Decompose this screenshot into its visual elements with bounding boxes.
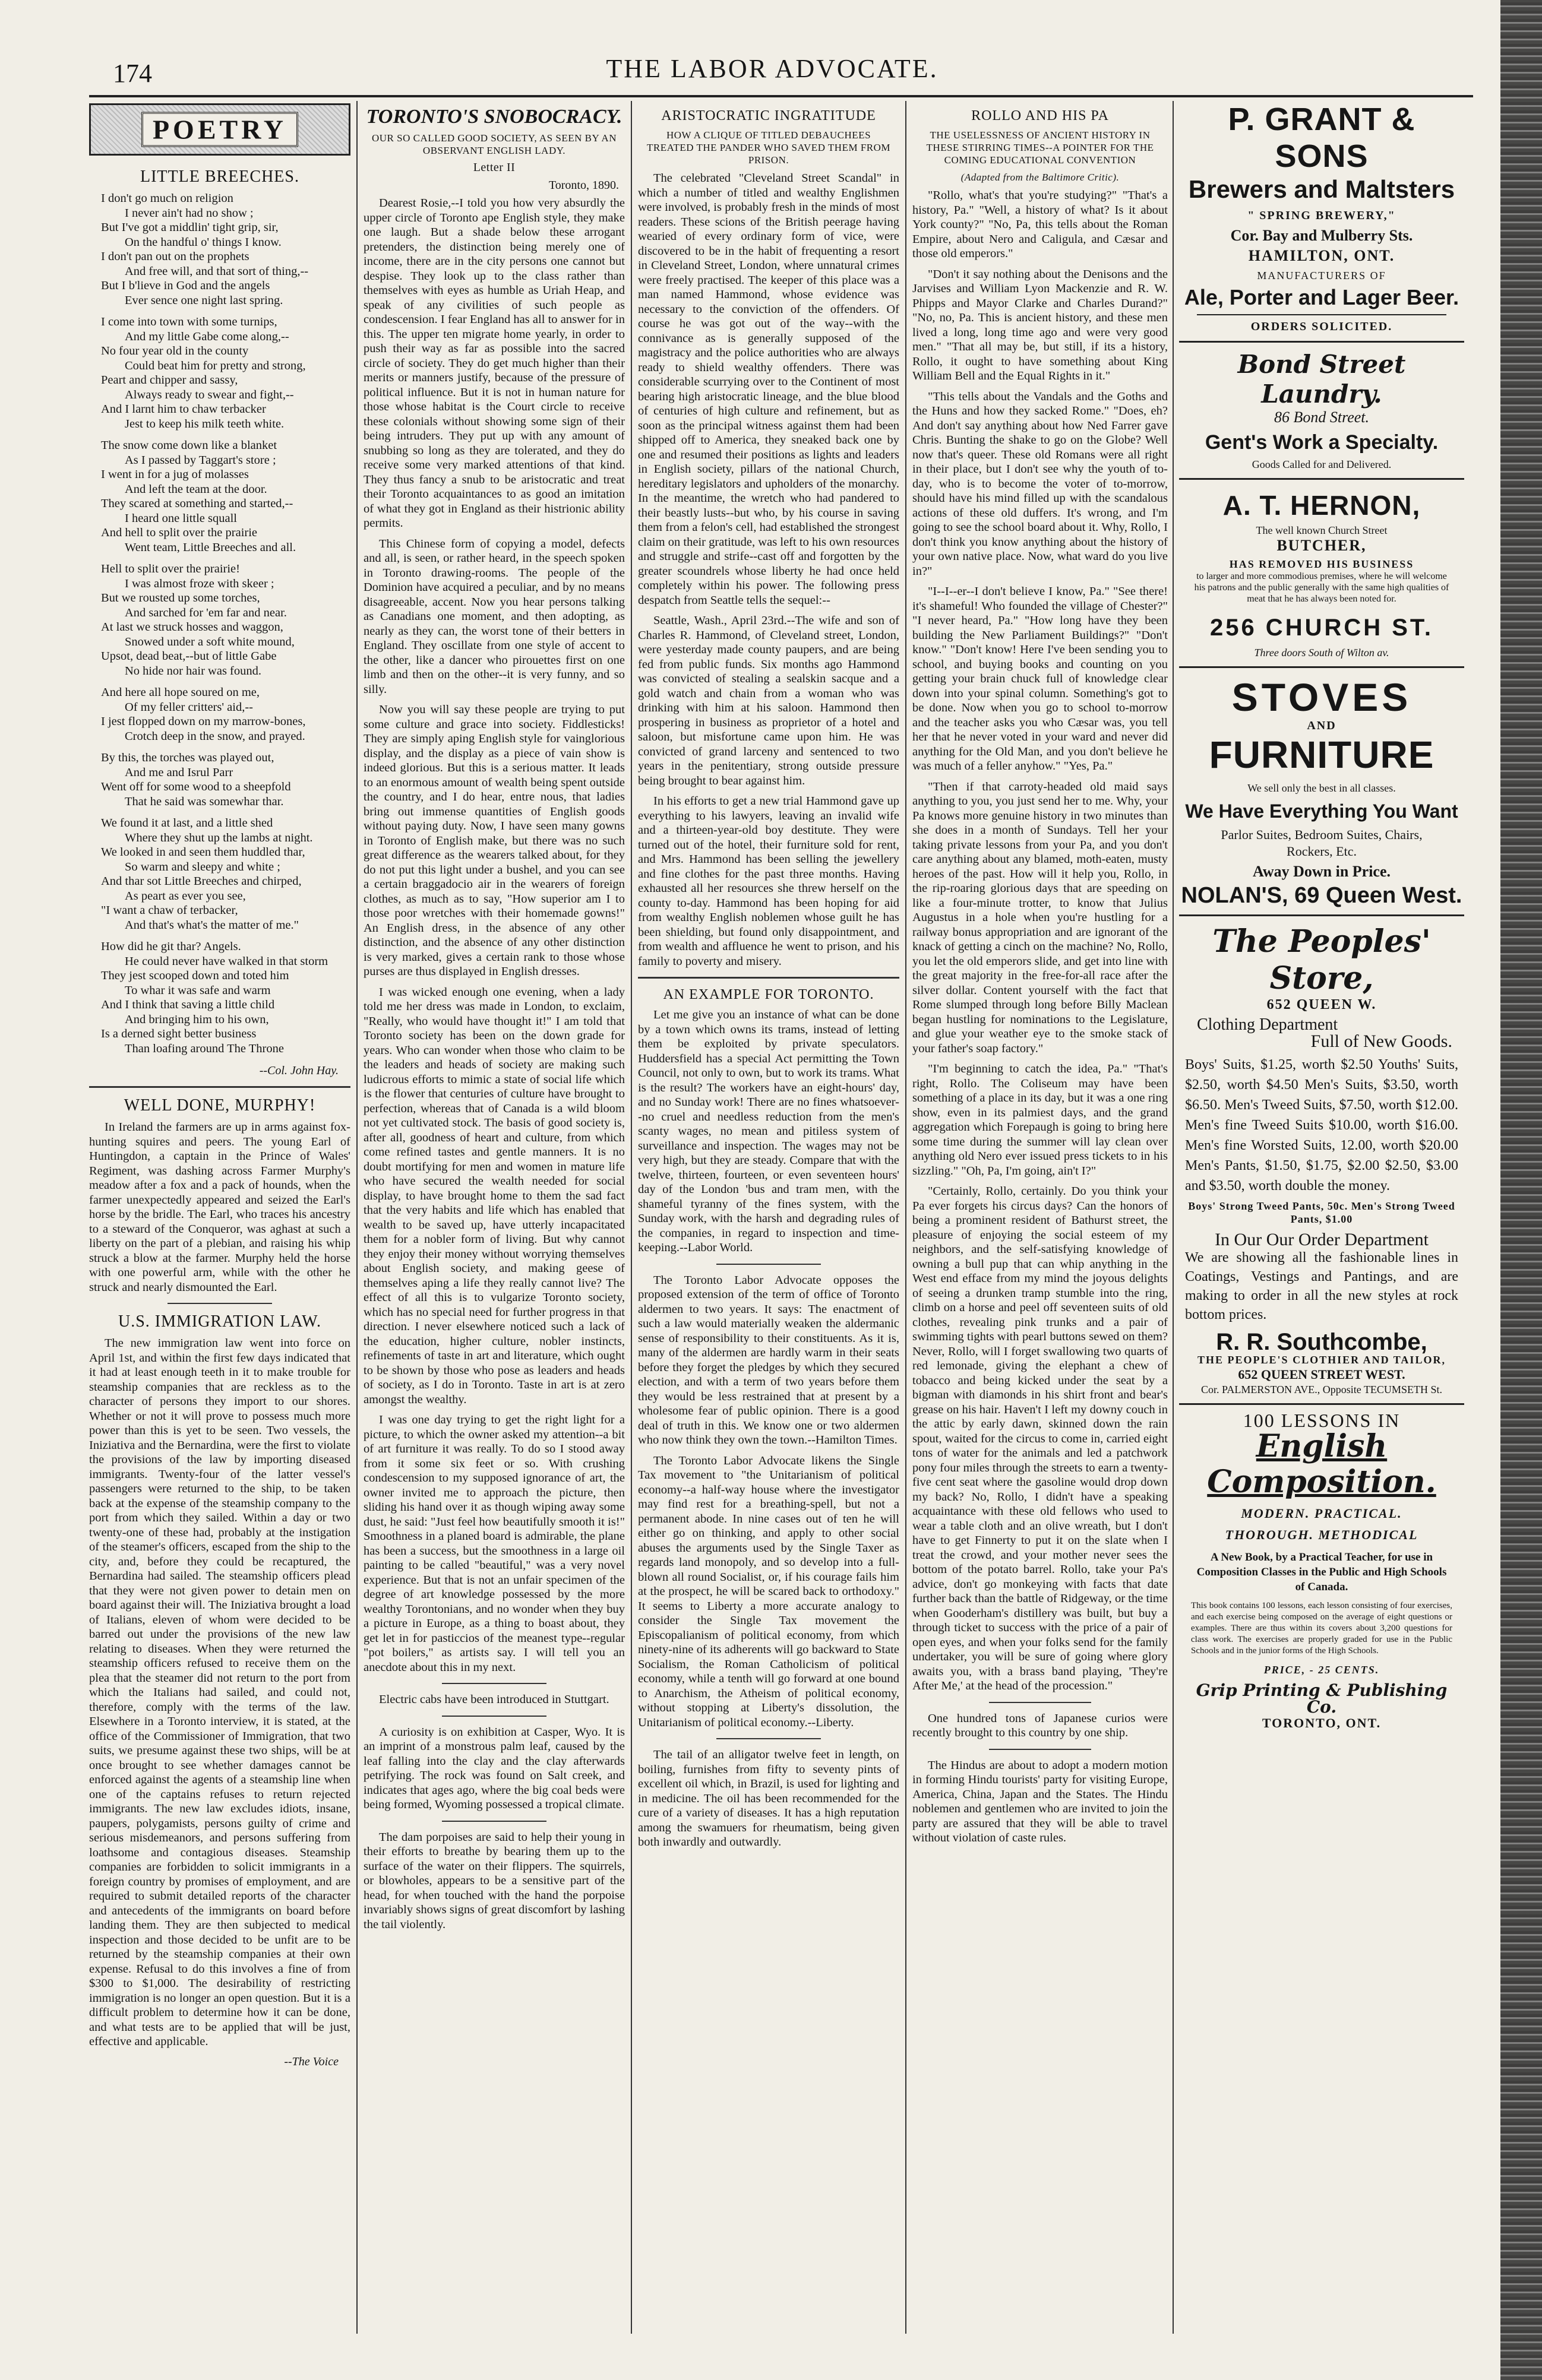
divider: [89, 1086, 350, 1088]
poem-line: We looked in and seen them huddled thar,: [101, 846, 305, 859]
poem-line: [101, 678, 350, 685]
paragraph: Now you will say these people are trying to put some culture and grace into society. Fiddlesticks! They are simply aping English style for vainglorious display, and the display as a piece of vain show is indeed glorious. But this is a serious matter. It leads to an enormous amount of wealth being spent outside the country, and I do hear, entre nous, that ladies bring out immense quantities of English goods without paying duty. Now, I have seen many gowns in Toronto of English make, but there was no such great difference as the wearers talked about, for they do not put this light under a bushel, and you can see a certain braggadocio air in the wearers of foreign clothes, as much as to say, "How superior am I to those poor wretches with their homemade gowns!" An English dress, in the absence of any other distinction, and the absence of any other distinction is very marked, gives a certain rank to those whose purses are thus displayed in English dresses.: [364, 703, 625, 978]
news-item: The Hindus are about to adopt a modern motion in forming Hindu tourists' party for visiting Europe, America, China, Japan and the States. The Hindu noblemen and gentlemen who are invited to join the party are assured that they will be able to travel without violation of caste rules.: [912, 1758, 1168, 1844]
poem-line: Ever sence one night last spring.: [125, 293, 283, 307]
poem-line: Went team, Little Breeches and all.: [125, 540, 296, 554]
poem-line: Went off for some wood to a sheepfold: [101, 780, 291, 793]
divider: [1179, 478, 1464, 480]
news-item: Electric cabs have been introduced in Stuttgart.: [379, 1693, 609, 1706]
poem-line: Jest to keep his milk teeth white.: [125, 417, 285, 431]
poem-line: How did he git thar? Angels.: [101, 940, 241, 953]
ad-line: NOLAN'S, 69 Queen West.: [1181, 883, 1462, 908]
paragraph: "Then if that carroty-headed old maid says anything to you, you just send her to me. Why, your Pa knows more genuine history in two minutes than she does in a month of Sundays. Tell her your taking private lessons from your Pa, and you don't care anything about any blamed, moth-eaten, musty heroes of the past. How will it help you, Rollo, in the rip-roaring glorious days that are speeding on like a four-minute trotter, to know that Julius Augustus in a hole when you're hustling for a railway bonus appropriation and are ignorant of the knack of getting a cinch on the machine? No, Rollo, you let the old emperors slide, and get into line with the great majority in the free-for-all race after the silver dollar. Content yourself with the fact that Rome slumped through long before Billy Maclean began hustling for nominations to the Legislature, and glue your weather eye to the smoke stack of your father's soap factory.": [912, 780, 1168, 1055]
divider: [1179, 914, 1464, 916]
poem-title: LITTLE BREECHES.: [140, 167, 299, 186]
article-body: [638, 171, 899, 969]
column-1: [89, 101, 350, 2334]
ad-line: ORDERS SOLICITED.: [1250, 320, 1393, 333]
article-title: ARISTOCRATIC INGRATITUDE: [661, 108, 876, 124]
poem-line: At last we struck hosses and waggon,: [101, 621, 283, 634]
divider: [716, 1738, 821, 1739]
poem-line: Is a derned sight better business: [101, 1027, 257, 1040]
ad-line: Away Down in Price.: [1252, 863, 1391, 880]
poem-line: And sarched for 'em far and near.: [125, 606, 287, 619]
ad-line: Goods Called for and Delivered.: [1252, 458, 1392, 470]
poem-line: And thar sot Little Breeches and chirped,: [101, 875, 302, 888]
divider: [1197, 314, 1446, 315]
poem-line: But we rousted up some torches,: [101, 591, 260, 605]
poem-line: I was almost froze with skeer ;: [125, 577, 274, 590]
poem-line: "I want a chaw of terbacker,: [101, 904, 238, 917]
poem-line: As peart as ever you see,: [125, 889, 246, 903]
paper-title: THE LABOR ADVOCATE.: [606, 54, 939, 83]
ad-line: We are showing all the fashionable lines in Coatings, Vestings and Pantings, and are making to order in all the new styles at rock bottom prices.: [1185, 1250, 1458, 1322]
poetry-banner: [89, 103, 350, 156]
page-number: 174: [113, 59, 152, 88]
poem-line: Could beat him for pretty and strong,: [125, 359, 306, 372]
ad-english-composition: [1179, 1412, 1464, 1731]
article-title: TORONTO'S SNOBOCRACY.: [366, 106, 623, 128]
ad-title: P. GRANT & SONS: [1228, 102, 1415, 174]
article-body: [638, 1008, 899, 1255]
poem-line: And my little Gabe come along,--: [125, 330, 289, 343]
ad-line: THE PEOPLE'S CLOTHIER AND TAILOR,: [1197, 1354, 1446, 1366]
poem-line: And here all hope soured on me,: [101, 686, 260, 699]
article-body: [89, 1120, 350, 1295]
paragraph: The new immigration law went into force on April 1st, and within the first few days indicated that it had at least enough teeth in it to make trouble for steamship companies that are reckless as to the character of persons they import to our shores. Whether or not it will prove to possess much more power than this is yet to be seen. Two vessels, the Iniziativa and the Bernardina, were the first to violate the provisions of the law by importing diseased immigrants. Twenty-four of the latter vessel's passengers were returned to the ship, to be taken back at the expense of the steamship company to the port from which they sailed. Within a day or two twenty-one of these had, probably at the instigation of the steamer's officers, escaped from the ship to the city, and, before they could be recaptured, the Bernardina had sailed. The steamship officers plead that they were not given power to detain men on board against their will. The Iniziativa brought a load of Italians, eleven of whom were decided to be barred out under the provisions of the new law relating to diseases. When they were returned the steamship officers refused to receive them on the plea that the steamer did not return to the port from which the Italians had sailed, and could not, therefore, comply with the terms of the law. Elsewhere in a Toronto interview, it is stated, at the office of the Commissioner of Immigration, that two suits, we presume against these two ships, will be at once brought to see whether damages cannot be enforced against the agents of a steamship line when one of the captains refuses to return rejected immigrants. The new law excludes idiots, insane, paupers, polygamists, persons guilty of crime and serious misdemeanors, and persons suffering from loathsome and contagious diseases. Steamship companies are forbidden to solicit immigrants in a foreign country by promises of employment, and are required to submit detailed reports of the character and antecedents of the immigrants on board before landing them. They are then subjected to medical inspection and those decided to be unfit are to be returned by the steamship companies at their own expense. Refusal to do this involves a fine of from $300 to $1,000. The desirability of restricting immigration is no longer an open question. But it is a difficult problem to determine how it can be done, and what tests are to be applied that will be just, effective and applicable.: [89, 1337, 350, 2048]
ad-peoples-store: [1179, 923, 1464, 1396]
article-body: [364, 196, 625, 1675]
poem-line: As I passed by Taggart's store ;: [125, 453, 276, 467]
paragraph: In Ireland the farmers are up in arms against fox-hunting squires and peers. The young Earl of Huntingdon, a captain in the Prince of Wales' Regiment, was dashing across Farmer Murphy's meadow after a fox and a pack of hounds, when the farmer unexpectedly appeared and seized the Earl's horse by the bridle. The Earl, who traces his ancestry to a steward of the Conqueror, was aghast at such a liberty on the part of a plebian, and raising his whip struck a blow at the farmer. Murphy held the horse with one powerful arm, while with the other he struck and nearly dismounted the Earl.: [89, 1121, 350, 1294]
poem-line: By this, the torches was played out,: [101, 751, 274, 764]
divider: [989, 1702, 1091, 1703]
divider: [716, 1264, 821, 1265]
column-rule: [1173, 101, 1174, 2334]
ad-line: A New Book, by a Practical Teacher, for use in Composition Classes in the Public and High Schools of Canada.: [1196, 1551, 1447, 1593]
ad-line: 100 LESSONS IN: [1243, 1410, 1401, 1431]
paragraph: Seattle, Wash., April 23rd.--The wife and son of Charles R. Hammond, of Cleveland street, London, were yesterday made county paupers, and are being fed from public funds. Six months ago Hammond was convicted of stealing a sealskin sacque and a gold watch and chain from a woman who was drinking with him at his saloon. Hammond then prospering in business as proprietor of a hotel and saloon, but misfortune came upon him. He was convicted of grand larceny and sentenced to two years in the penitentiary, strong outside pressure being brought to bear against him.: [638, 614, 899, 787]
poem-line: So warm and sleepy and white ;: [125, 860, 280, 873]
ad-line: In Our Our Order Department: [1215, 1230, 1429, 1249]
article-body: [912, 188, 1168, 1694]
poetry-banner-label: POETRY: [141, 112, 298, 147]
advertisements-column: [1179, 101, 1464, 2334]
divider: [638, 977, 899, 979]
ad-line: HAMILTON, ONT.: [1248, 247, 1395, 264]
paragraph: The celebrated "Cleveland Street Scandal" in which a number of titled and wealthy Englishmen were involved, is probably fresh in the minds of most readers. These scions of the British peerage having wearied of every ordinary form of vice, were discovered to be in the habit of frequenting a resort in Cleveland Street, London, where unnatural crimes were freely practised. The keeper of this place was a man named Hammond, whose evidence was necessary to the conviction of the offenders. Of course he was got out of the way--with the connivance as is generally supposed of the magistracy and the police authorities who are always ready to shield wealthy offenders. There was considerable scurrying over to the Continent of most bearing high aristocratic lineage, and the blue blood of centuries of high culture and refinement, but as soon as the principal witness against them had been shipped off to America, they sneaked back one by one and resumed their positions as lights and leaders in English society, pillars of the national Church, hereditary legislators and upholders of the monarchy. In the meantime, the wretch who had pandered to their beastly lusts--but who, by his course in saving them from a felon's cell, had established the strongest claim on their gratitude, was left to his own resources and struggle and strife--cast off and forgotten by the greater scoundrels whose liberty he had once held completely within his power. The following press despatch from Seattle tells the sequel:--: [638, 172, 899, 607]
article-credit: (Adapted from the Baltimore Critic).: [960, 172, 1120, 183]
column-4: [912, 101, 1168, 2334]
poem-line: Hell to split over the prairie!: [101, 562, 240, 575]
ad-line: HAS REMOVED HIS BUSINESS: [1229, 558, 1414, 570]
poem-line: Than loafing around The Throne: [125, 1042, 284, 1055]
poem-line: But I b'lieve in God and the angels: [101, 279, 270, 292]
poem-line: I went in for a jug of molasses: [101, 468, 249, 481]
poem-line: [101, 743, 350, 751]
poem-body: [101, 191, 350, 1056]
paragraph: This Chinese form of copying a model, defects and all, is seen, or rather heard, in the speech spoken in Toronto drawing-rooms. The people of the Dominion have acquired a peculiar, and by no means disagreeable, accent. Now you hear persons talking as Canadians one moment, and then adopting, as nearly as they can, the worst tone of their betters in England. They oscillate from one style of accent to the other, like a dancer who pirouettes first on one limb and then on the other--it is very funny, and so silly.: [364, 537, 625, 696]
paragraph: The Toronto Labor Advocate opposes the proposed extension of the term of office of Toronto aldermen to two years. It says: The enactment of such a law would materially weaken the aldermanic sense of responsibility to their constituents. As it is, many of the aldermen are hardly warm in their seats before they forget the pledges by which they secured election, and with a term of two years before them they would be less restrained that at present by a wholesome fear of public opinion. There is a good deal of truth in this. We know one or two aldermen who now think they own the town.--Hamilton Times.: [638, 1273, 899, 1447]
poem-line: The snow come down like a blanket: [101, 439, 277, 452]
poem-line: Peart and chipper and sassy,: [101, 374, 238, 387]
ad-line: R. R. Southcombe,: [1216, 1329, 1427, 1355]
divider: [1179, 1403, 1464, 1405]
ad-line: TORONTO, ONT.: [1262, 1716, 1382, 1730]
article-subtitle: THE USELESSNESS OF ANCIENT HISTORY IN THESE STIRRING TIMES--A POINTER FOR THE COMING EDUCATIONAL CONVENTION: [926, 129, 1154, 166]
poem-signature: --Col. John Hay.: [259, 1064, 339, 1077]
ad-line: THOROUGH. METHODICAL: [1225, 1527, 1418, 1542]
divider: [442, 1716, 546, 1717]
paragraph: The Toronto Labor Advocate likens the Single Tax movement to "the Unitarianism of political economy--a half-way house where the investigator may find rest for a breathing-spell, but not a permanent abode. In nine cases out of ten he will either go on thinking, and apply to other social abuses the arguments used by the Single Taxer as regards land monopoly, and so develop into a full-blown all round Socialist, or, if his courage fails him at the prospect, he will be scared back to orthodoxy." It seems to Liberty a more accurate analogy to consider the Single Tax movement the Episcopalianism of political economy, from which ninety-nine of its adherents will go backward to State Socialism, the Roman Catholicism of political economy, while a tenth will go forward at one bound to Anarchism, the Atheism of political economy, without stopping at Liberty's dissolution, the Unitarianism of political economy.--Liberty.: [638, 1454, 899, 1729]
poem-line: I jest flopped down on my marrow-bones,: [101, 715, 306, 728]
article-subtitle: OUR SO CALLED GOOD SOCIETY, AS SEEN BY AN OBSERVANT ENGLISH LADY.: [371, 132, 617, 156]
poem-line: And me and Isrul Parr: [125, 765, 233, 779]
poem-line: And that's what's the matter of me.": [125, 918, 299, 932]
article-title: AN EXAMPLE FOR TORONTO.: [663, 987, 874, 1002]
poem-line: To whar it was safe and warm: [125, 983, 271, 997]
article-title: WELL DONE, MURPHY!: [124, 1096, 316, 1115]
ad-line: Three doors South of Wilton av.: [1254, 647, 1389, 659]
ad-title: A. T. HERNON,: [1222, 490, 1421, 521]
poem-line: Crotch deep in the snow, and prayed.: [125, 729, 305, 743]
ad-line: We Have Everything You Want: [1185, 800, 1458, 822]
ad-line: PRICE, - 25 CENTS.: [1263, 1664, 1380, 1676]
poem-line: I don't go much on religion: [101, 192, 233, 205]
ad-line: 652 QUEEN W.: [1266, 997, 1377, 1012]
article-signature: --The Voice: [284, 2055, 339, 2068]
poem-line: That he said was somewhar thar.: [125, 795, 284, 808]
poem-line: [101, 555, 350, 562]
column-rule: [356, 101, 358, 2334]
article-title: U.S. IMMIGRATION LAW.: [118, 1312, 322, 1331]
poem-line: But I've got a middlin' tight grip, sir,: [101, 221, 279, 234]
paragraph: Let me give you an instance of what can be done by a town which owns its trams, instead of letting them be exploited by private speculators. Huddersfield has a special Act permitting the Town Council, not only to own, but to work its trams. What is the result? The workers have an eight-hours' day, and no Sunday work! There are no fines whatsoever--no cruel and needless reduction from the men's scanty wages, no mean and pitiless system of surveillance and inspection. The wages may not be very high, but they are steady. Compare that with the twelve, thirteen, fourteen, or even seventeen hours' day of the London 'bus and tram men, with the shameful tyranny of the fines system, with the Sunday work, with the harsh and degrading rules of the companies, in regard to inspection and time-keeping.--Labor World.: [638, 1008, 899, 1254]
ad-line: Cor. PALMERSTON AVE., Opposite TECUMSETH St.: [1201, 1384, 1442, 1395]
divider: [442, 1821, 546, 1822]
poem-line: No four year old in the county: [101, 344, 249, 357]
poem-line: No hide nor hair was found.: [125, 664, 262, 678]
ad-title: Bond Street Laundry.: [1237, 350, 1406, 409]
paragraph: "I--I--er--I don't believe I know, Pa." "See there! it's shameful! Who founded the village of Chester?" "I never heard, Pa." "How long have they been building the New Parliament Buildings?" "Don't know." "Don't know! Here I've been sending you to school, and buying books and counting on you getting your brain chuck full of knowledge clear down into your spinal column. Something's got to be done. Now when you go to school to-morrow and the teacher asks you who Cæsar was, you tell her that he never voted in your ward and never did anything for the Old Man, and you don't believe he was much of a feller anyhow." "Yes, Pa.": [912, 585, 1168, 773]
ad-subtitle: Brewers and Maltsters: [1188, 175, 1455, 203]
article-body: [638, 1273, 899, 1730]
ad-line: This book contains 100 lessons, each lesson consisting of four exercises, and each exercise being composed on the average of eight questions or examples. There are thus within its covers about 3,200 questions for class work. The exercises are properly graded for use in the Public Schools and in the junior forms of the High Schools.: [1191, 1601, 1452, 1656]
ad-line: " SPRING BREWERY,": [1247, 209, 1396, 222]
page-header: [89, 53, 1455, 89]
poem-line: On the handful o' things I know.: [125, 235, 282, 249]
ad-line: We sell only the best in all classes.: [1247, 782, 1396, 794]
poem-line: We found it at last, and a little shed: [101, 816, 273, 830]
poem-line: [101, 308, 350, 315]
paragraph: "I'm beginning to catch the idea, Pa." "That's right, Rollo. The Coliseum may have been something of a place in its day, but it was a one ring show, even in its palmiest days, and the grand aggregation which Forepaugh is going to bring here some time during the summer will lay clean over anything old Nero ever issued press tickets to in his sizzling." "Oh, Pa, I'm going, ain't I?": [912, 1062, 1168, 1178]
news-item: One hundred tons of Japanese curios were recently brought to this country by one ship.: [912, 1711, 1168, 1739]
poem-line: I never ain't had no show ;: [125, 206, 254, 220]
ad-line: AND: [1307, 719, 1336, 732]
dateline: Toronto, 1890.: [548, 179, 619, 192]
ad-title: FURNITURE: [1209, 733, 1434, 776]
divider: [168, 1303, 272, 1304]
ad-line: Grip Printing & Publishing Co.: [1196, 1680, 1448, 1717]
poem-line: [101, 809, 350, 816]
poem-line: [101, 932, 350, 939]
ad-line: 86 Bond Street.: [1274, 409, 1370, 426]
letter-label: Letter II: [473, 161, 516, 174]
article-title: ROLLO AND HIS PA: [971, 108, 1109, 124]
paragraph: "Don't it say nothing about the Denisons and the Jarvises and William Lyon Mackenzie and R. W. Phipps and Mayor Clarke and Charles Durand?" "No, no, Pa. This is ancient history, and these men lived a long, long time ago and were very good men." "That all may be, but still, if its a history, Rollo, it ought to have something about King William Bell and the Equal Rights in it.": [912, 267, 1168, 382]
poem-line: They jest scooped down and toted him: [101, 969, 289, 982]
poem-line: Snowed under a soft white mound,: [125, 635, 295, 648]
ad-line: Parlor Suites, Bedroom Suites, Chairs, Rockers, Etc.: [1221, 827, 1423, 859]
ad-bond-street-laundry: [1179, 350, 1464, 471]
poem-line: And bringing him to his own,: [125, 1012, 269, 1026]
poem-line: And left the team at the door.: [125, 482, 267, 496]
ad-line: Ale, Porter and Lager Beer.: [1184, 285, 1459, 309]
ad-title: STOVES: [1231, 675, 1412, 719]
paragraph: "This tells about the Vandals and the Goths and the Huns and how they sacked Rome." "Does, eh? And don't say anything about how Ned Farrer gave Chris. Bunting the shake to go on the Globe? Well now that's queer. These old Romans were all right in their place, but I don't see why the youth of to-day, who is to become the voter of to-morrow, should have his mind filled up with the scandalous actions of these old duffers. It's wrong, and I'm going to see the school board about it. Why, Rollo, I don't think you know anything about the history of your own native place. Now, what ward do you live in?": [912, 390, 1168, 578]
news-item: The tail of an alligator twelve feet in length, on boiling, furnishes from fifty to seventy pints of excellent oil which, in Brazil, is used for lighting and in medicine. The oil has been recommended for the cure of a variety of diseases. It has a high reputation among the swamuers for rheumatism, being given both inwardly and outwardly.: [638, 1748, 899, 1849]
ad-line: Boys' Strong Tweed Pants, 50c. Men's Strong Tweed Pants, $1.00: [1188, 1200, 1455, 1225]
article-subtitle: HOW A CLIQUE OF TITLED DEBAUCHEES TREATED THE PANDER WHO SAVED THEM FROM PRISON.: [646, 129, 891, 166]
ad-hernon-butcher: [1179, 487, 1464, 659]
poem-line: I heard one little squall: [125, 511, 237, 525]
ad-line: Clothing Department: [1197, 1015, 1338, 1034]
divider: [989, 1749, 1091, 1750]
news-item: The dam porpoises are said to help their young in their efforts to breathe by bearing them up to the surface of the water on their flippers. The squirrels, or blowholes, appears to be a sensitive part of the head, for when touched with the hand the porpoise invariably shows signs of great discomfort by lashing the tail violently.: [364, 1830, 625, 1931]
paragraph: In his efforts to get a new trial Hammond gave up everything to his lawyers, leaving an invalid wife and a thirteen-year-old boy destitute. They were turned out of the hotel, their furniture sold for rent, and Mrs. Hammond has been selling the jewellery and fine clothes for the past three months. Having exhausted all her resources she threw herself on the county to-day. Hammond has been hoping for aid from wealthy English noblemen whose guilt he has been shielding, but found only disappointment, and from wealth and affluence he went to prison, and his family to poverty and misery.: [638, 795, 899, 968]
poem-line: Always ready to swear and fight,--: [125, 388, 294, 401]
ad-line: MANUFACTURERS OF: [1257, 270, 1386, 281]
ad-grant-brewers: [1179, 101, 1464, 334]
ad-line: to larger and more commodious premises, where he will welcome his patrons and the public generally with the same high qualities of meat that he has always been noted for.: [1194, 571, 1449, 604]
ad-price-list: Boys' Suits, $1.25, worth $2.50 Youths' Suits, $2.50, worth $4.50 Men's Suits, $3.50, worth $6.50. Men's Tweed Suits, $7.50, worth $12.00. Men's fine Tweed Suits $10.00, worth $16.00. Men's fine Worsted Suits, 12.00, worth $20.00 Men's Pants, $1.50, $1.75, $2.00 $2.50, $3.00 and $3.50, worth double the money.: [1185, 1057, 1458, 1194]
column-rule: [905, 101, 906, 2334]
ad-line: The well known Church Street: [1256, 524, 1388, 536]
poem-line: [101, 431, 350, 438]
ad-nolans-furniture: [1179, 675, 1464, 907]
divider: [1179, 666, 1464, 668]
ad-line: BUTCHER,: [1276, 537, 1367, 554]
poem-line: And hell to split over the prairie: [101, 526, 258, 539]
poem-line: I don't pan out on the prophets: [101, 250, 249, 263]
paragraph: I was one day trying to get the right light for a picture, to which the owner asked my attention--a bit of art furniture it was really. To do so I stood away from it some six feet or so. With crushing condescension to my supposed ignorance of art, the owner invited me to approach the picture, then sliding his hand over it as though wiping away some dust, he said: "Just feel how beautifully smooth it is!" Smoothness in a planed board is admirable, the plane has been a success, but the smoothness in a large oil painting to be called "beautiful," was a very novel experience. But that is not an unfair specimen of the degree of art knowledge possessed by the more wealthy Torontonians, and no wonder when they buy a picture in Europe, as a thing to boast about, they get let in for pasticcios of the meanest type--regular "pot boilers," as artists say. I will tell you an anecdote about this in my next.: [364, 1413, 625, 1674]
paragraph: Dearest Rosie,--I told you how very absurdly the upper circle of Toronto ape English style, they make one laugh. But a shade below these arrogant pretenders, the distinction being merely one of income, there are in the city persons one cannot but despise. They look up to the class rather than themselves with eyes as humble as Uriah Heap, and speak of any civilities of such people as condescension. I fear England has all to answer for in this. The upper ten migrate home yearly, in order to push their way as far as possible into the sacred circle of society. They do get much higher than their merits or manners justify, because of the pressure of political influence. But it is not in human nature for those whose habitat is the Court circle to receive these colonials without showing some sign of their being intruders. They put up with any amount of snubbing so long as they are tolerated, and they do receive some very marked attentions of that kind. They thus fancy a snub to be aristocratic and treat their Toronto acquaintances to as good an imitation of what they got in England as their histrionic ability permits.: [364, 197, 625, 530]
article-body: [89, 1336, 350, 2049]
ad-line: 652 QUEEN STREET WEST.: [1238, 1367, 1405, 1382]
divider: [1179, 341, 1464, 343]
poem-line: Where they shut up the lambs at night.: [125, 831, 313, 844]
poem-line: They scared at something and started,--: [101, 497, 293, 510]
poem-line: Of my feller critters' aid,--: [125, 700, 254, 714]
ad-title: English Composition.: [1207, 1428, 1436, 1500]
poem-line: He could never have walked in that storm: [125, 954, 328, 968]
ad-line: 256 CHURCH ST.: [1209, 615, 1434, 641]
ad-line: MODERN. PRACTICAL.: [1241, 1506, 1402, 1521]
poem-line: Upsot, dead beat,--but of little Gabe: [101, 650, 277, 663]
ad-line: Cor. Bay and Mulberry Sts.: [1230, 227, 1413, 244]
ad-line: Full of New Goods.: [1310, 1031, 1452, 1051]
column-3: [638, 101, 899, 2334]
divider: [442, 1683, 546, 1684]
paragraph: "Certainly, Rollo, certainly. Do you think your Pa ever forgets his circus days? Can the honors of being a prominent resident of Bathurst street, the pleasure of enjoying the social esteem of my neighbors, and the self-satisfying knowledge of owning a bull pup that can whip anything in the West end efface from my mind the joyous delights of seeing a drunken tramp stumble into the ring, climb on a horse and peel off seventeen suits of old clothes, revealing pink trunks and a pair of swimming tights with pearl buttons sewed on them? Never, Rollo, will I forget swallowing two quarts of red lemonade, giving the elephant a chew of tobacco and being kicked under the seat by a bigman with diamonds in his shirt front and bear's grease on his hair. Haven't I left my downy couch in the attic by early dawn, skinned down the rain spout, waited for the circus to come in, carried eight tons of water for the animals and led a patchwork pony four miles through the streets to earn a twenty-five cent seat where the gasoline would drop down my back? No, Rollo, I didn't have a speaking acquaintance with these old fellows who used to wear a table cloth and an olive wreath, but I don't have to get Finnerty to put it on the slate when I treat the crowd, and your mother never sees the bottom of the potato barrel. Rollo, take your Pa's advice, don't go monkeying with facts that date further back than the battle of Ridgeway, or the time when Gooderham's distillery was built, but buy a through ticket to success with the price of a pair of open eyes, and when your folks send for the family undertaker, you will be sure of going where glory awaits you, with a brass band playing, 'They're After Me,' at the head of the procession.": [912, 1185, 1168, 1692]
adjacent-page-edge: [1500, 0, 1542, 2380]
column-2: [364, 101, 625, 2334]
header-rule: [89, 95, 1473, 97]
poem-line: And free will, and that sort of thing,--: [125, 264, 309, 278]
news-item: A curiosity is on exhibition at Casper, Wyo. It is an imprint of a monstrous palm leaf, caused by the leaf falling into the clay and the clay afterwards petrifying. The rock was found on Salt creek, and indicates that ages ago, where the big coal beds were being formed, Wyoming possessed a tropical climate.: [364, 1725, 625, 1811]
paragraph: "Rollo, what's that you're studying?" "That's a history, Pa." "Well, a history of what? Is it about York county?" "No, Pa, this tells about the Roman Empire, about Nero and Caligula, and Cæsar and those old emperors.": [912, 189, 1168, 260]
paragraph: I was wicked enough one evening, when a lady told me her dress was made in London, to exclaim, "Really, who would have thought it!" I am told that Toronto society has been on the down grade for years. Who can wonder when those who claim to be the leaders and heads of society are making such ludicrous efforts to mimic a state of social life which is the flower that centuries of culture have brought to perfection, whereas that of Canada is a wild bloom not yet cultivated stock. The basis of good society is, after all, goodness of heart and culture, from which come refined tastes and gentle manners. It is no doubt mortifying for men and women in mature life who have secured the wealth needed for social display, to have brought home to them the sad fact that the very habits and life which has enabled that wealth to be saved up, have utterly incapacitated them for a nobler form of living. But why cannot they enjoy their money without worrying themselves about English society, and making geese of themselves aping a life they really cannot live? The effect of all this is to vulgarize Toronto society, which has no special need for further progress in that direction. I never elsewhere noticed such a lack of the education, higher culture, nobler instincts, refinements of taste in art and literature, which ought to be shown by those who pose as leaders and heads of society, as I do in Toronto. Taste in art is at zero amongst the wealthy.: [364, 985, 625, 1406]
poem-line: And I think that saving a little child: [101, 998, 275, 1011]
column-rule: [631, 101, 632, 2334]
ad-line: Gent's Work a Specialty.: [1205, 431, 1439, 454]
poem-line: And I larnt him to chaw terbacker: [101, 403, 266, 416]
ad-title: The Peoples' Store,: [1212, 923, 1431, 996]
poem-line: I come into town with some turnips,: [101, 315, 277, 328]
